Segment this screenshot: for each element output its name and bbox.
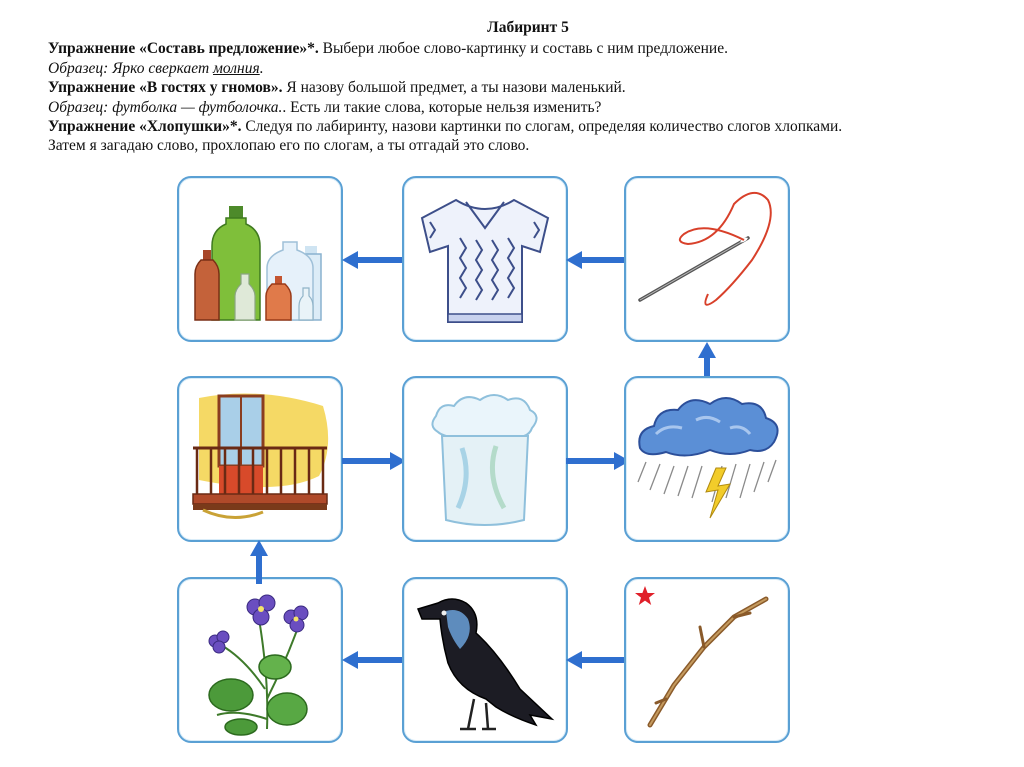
- card-chef-hat: [402, 376, 568, 542]
- exercise3-text: Следуя по лабиринту, назови картинки по слогам, определяя количество слогов хлопками.: [241, 118, 843, 136]
- exercise1-sample-prefix: Образец: Ярко сверкает: [48, 59, 214, 77]
- exercise1-text: Выбери любое слово-картинку и составь с ним предложение.: [318, 40, 728, 58]
- exercise-text: [48, 18, 1008, 156]
- card-tshirt: [402, 176, 568, 342]
- exercise2-sample-line: [48, 98, 1008, 117]
- card-violet: [177, 577, 343, 743]
- card-balcony: [177, 376, 343, 542]
- exercise1-line: [48, 39, 1008, 58]
- tshirt-icon: [404, 178, 566, 340]
- arrow-left-icon: [566, 251, 630, 269]
- arrow-left-icon: [342, 251, 406, 269]
- arrow-up-icon: [250, 540, 268, 584]
- exercise2-sample: Образец: футболка — футболочка.: [48, 98, 283, 116]
- bottles-icon: [179, 178, 341, 340]
- card-needle: [624, 176, 790, 342]
- exercise3-name: Упражнение «Хлопушки»*.: [48, 118, 242, 136]
- star-icon: [634, 585, 656, 607]
- exercise1-name: Упражнение «Составь предложение»*.: [48, 40, 319, 58]
- exercise1-sample: [48, 59, 1008, 78]
- card-jackdaw: [402, 577, 568, 743]
- bird-icon: [404, 579, 566, 741]
- arrow-left-icon: [342, 651, 406, 669]
- storm-cloud-icon: [626, 378, 788, 540]
- exercise2-text: Я назову большой предмет, а ты назови маленький.: [282, 79, 626, 97]
- exercise1-sample-suffix: .: [259, 59, 264, 77]
- chef-hat-icon: [404, 378, 566, 540]
- arrow-right-icon: [342, 452, 406, 470]
- needle-thread-icon: [626, 178, 788, 340]
- exercise3-text2: Затем я загадаю слово, прохлопаю его по слогам, а ты отгадай это слово.: [48, 137, 530, 155]
- arrow-right-icon: [566, 452, 630, 470]
- page-title: Лабиринт 5: [487, 19, 569, 36]
- exercise3-line: [48, 117, 1008, 136]
- card-storm-cloud: [624, 376, 790, 542]
- violet-flower-icon: [179, 579, 341, 741]
- arrow-left-icon: [566, 651, 630, 669]
- exercise2-name: Упражнение «В гостях у гномов».: [48, 79, 283, 97]
- exercise1-sample-word: молния: [213, 59, 260, 77]
- card-bottles: [177, 176, 343, 342]
- exercise2-line: [48, 78, 1008, 97]
- balcony-icon: [179, 378, 341, 540]
- exercise2-question: . Есть ли такие слова, которые нельзя изменить?: [282, 98, 602, 116]
